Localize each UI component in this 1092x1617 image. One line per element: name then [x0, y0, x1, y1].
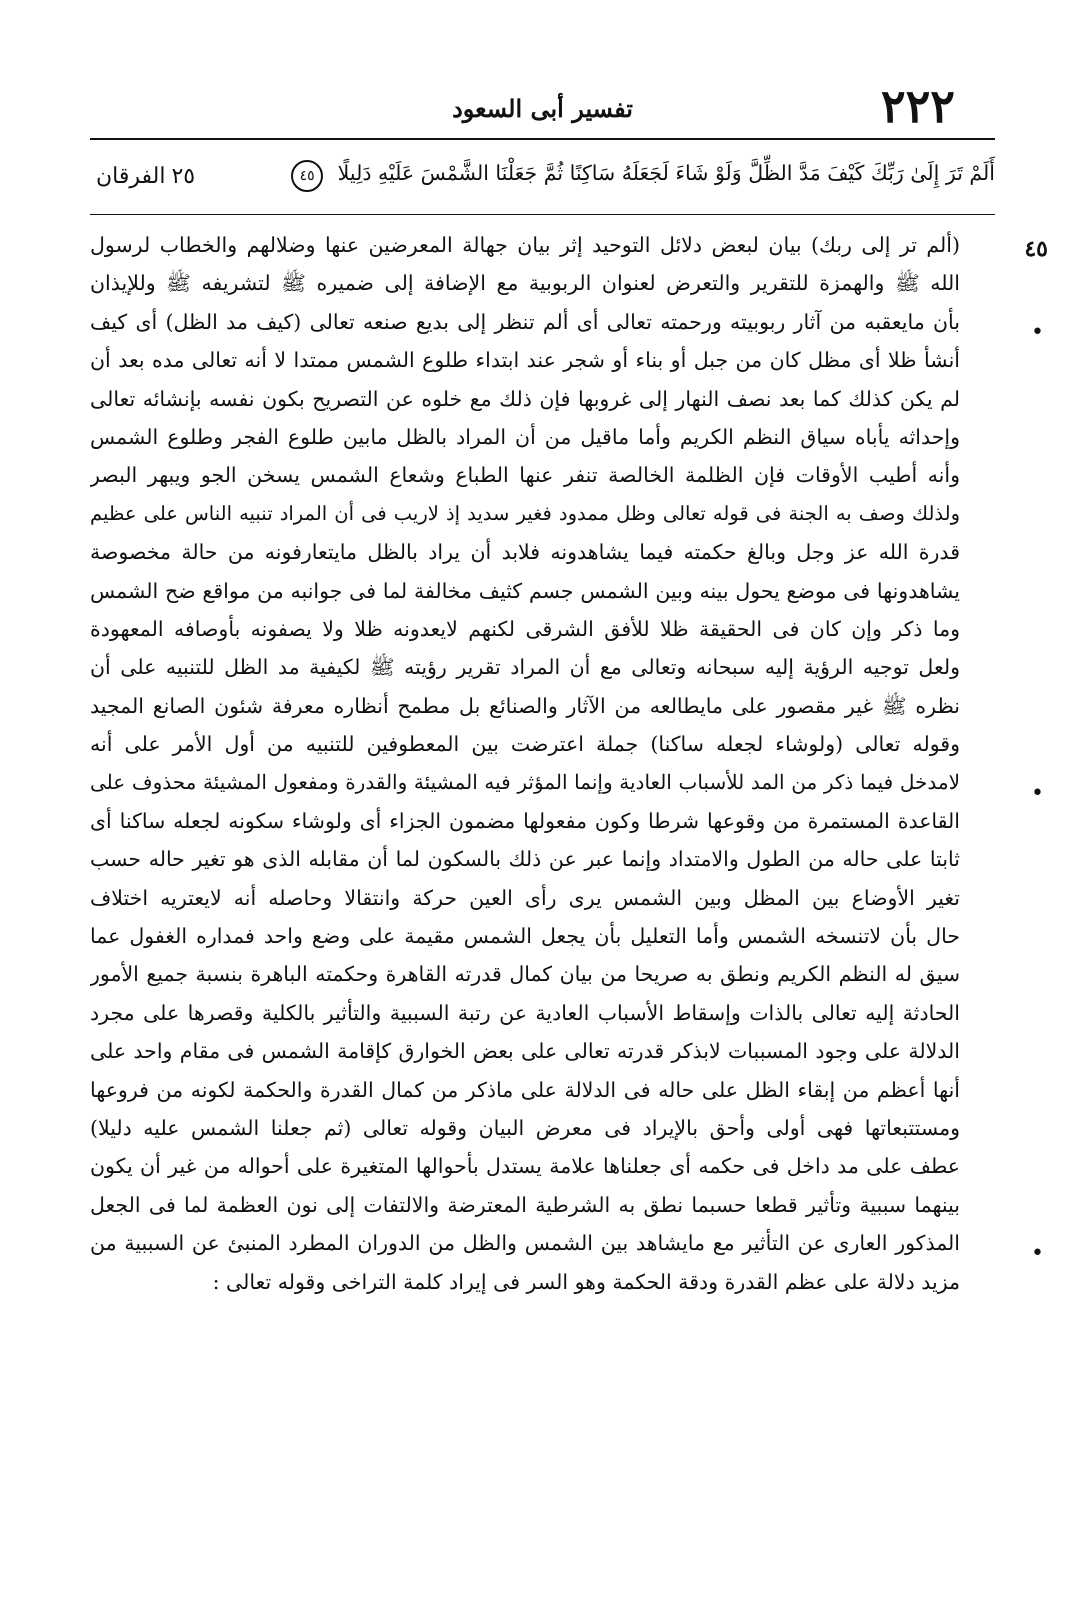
text-line: الحادثة إليه تعالى بالذات وإسقاط الأسباب العادية عن رتبة السببية والتأثير بالكلية وقصرها على مجرد — [90, 1000, 960, 1025]
text-line: أنها أعظم من إبقاء الظل على حاله فى الدلالة على ماذكر من كمال القدرة والحكمة لكونه من فروعها — [90, 1077, 960, 1102]
text-line: قدرة الله عز وجل وبالغ حكمته فيما يشاهدونه فلابد أن يراد بالظل مايتعارفونه من حالة مخصوصة — [90, 540, 960, 565]
text-line: ولعل توجيه الرؤية إليه سبحانه وتعالى مع أن المراد تقرير رؤيته ﷺ لكيفية مد الظل للتنبيه على أن — [90, 655, 960, 680]
quran-verse-line — [90, 146, 995, 206]
text-line: الله ﷺ والهمزة للتقرير والتعرض لعنوان الربوبية مع الإضافة إلى ضميره ﷺ لتشريفه ﷺ وللإيذان — [90, 271, 960, 296]
margin-bullet: • — [1031, 781, 1044, 806]
text-line: يشاهدونها فى موضع يحول بينه وبين الشمس جسم كثيف مخالفة لما فى جوانبه من مواقع ضح الشمس — [90, 578, 960, 603]
text-line: ولذلك وصف به الجنة فى قوله تعالى وظل ممدود فغير سديد إذ لاريب فى أن المراد تنبيه الناس على عظيم — [90, 501, 960, 525]
text-line: عطف على مد داخل فى حكمه أى جعلناها علامة يستدل بأحوالها المتغيرة على أحواله من غير أن يكون — [90, 1154, 960, 1179]
text-line: لامدخل فيما ذكر من المد للأسباب العادية وإنما المؤثر فيه المشيئة والقدرة ومفعول المشيئة محذوف على — [90, 770, 960, 795]
page-number: ٢٢٢ — [880, 79, 955, 133]
surah-number: ٢٥ — [171, 163, 196, 189]
text-line: لم يكن كذلك كما بعد نصف النهار إلى غروبها فإن ذلك مع خلوه عن التصريح بكون نفسه بإنشائه تعالى — [90, 386, 960, 411]
text-line: وإحداثه يأباه سياق النظم الكريم وأما ماقيل من أن المراد بالظل مابين طلوع الفجر وطلوع الشمس — [90, 424, 960, 449]
text-line: ثابتا على حاله من الطول والامتداد وإنما عبر عن ذلك بالسكون لما أن مقابله الذى هو تغير حاله حسب — [90, 847, 960, 872]
margin-bullet: • — [1031, 1241, 1044, 1266]
verse-reference — [90, 164, 195, 189]
verse-text — [283, 160, 995, 192]
text-line: (ألم تر إلى ربك) بيان لبعض دلائل التوحيد إثر بيان جهالة المعرضين عنها وضلالهم والخطاب لرسول — [90, 233, 960, 257]
text-line: مزيد دلالة على عظم القدرة ودقة الحكمة وهو السر فى إيراد كلمة التراخى وقوله تعالى : — [212, 1269, 960, 1294]
text-line: ومستتبعاتها فهى أولى وأحق بالإيراد فى معرض البيان وقوله تعالى (ثم جعلنا الشمس عليه دليلا) — [90, 1115, 960, 1140]
text-line: بينهما سببية وتأثير قطعا حسبما نطق به الشرطية المعترضة والالتفات إلى نون العظمة لما فى الجعل — [90, 1192, 960, 1217]
margin-verse-number: ٤٥ — [1024, 236, 1048, 262]
text-line: سيق له النظم الكريم ونطق به صريحا من بيان كمال قدرته القاهرة وحكمته الباهرة بنسبة جميع الأمور — [90, 962, 960, 987]
text-line: الدلالة على وجود المسببات لابذكر قدرته تعالى على بعض الخوارق كإقامة الشمس فى مقام واحد على — [90, 1039, 960, 1064]
verse-arabic: أَلَمْ تَرَ إِلَىٰ رَبِّكَ كَيْفَ مَدَّ الظِّلَّ وَلَوْ شَاءَ لَجَعَلَهُ سَاكِنًا ثُمَّ جَعَلْنَا الشَّمْسَ عَلَيْهِ دَلِيلًا — [337, 161, 995, 185]
verse-rule — [90, 214, 995, 215]
text-line: وقوله تعالى (ولوشاء لجعله ساكنا) جملة اعترضت بين المعطوفين للتنبيه من أول الأمر على أنه — [90, 732, 960, 757]
text-line: بأن مايعقبه من آثار ربوبيته ورحمته تعالى أى ألم تنظر إلى بديع صنعه تعالى (كيف مد الظل) أى كيف — [90, 309, 960, 334]
text-line: المذكور العارى عن التأثير مع مايشاهد بين الشمس والظل من الدوران المطرد المنبئ عن السببية من — [90, 1231, 960, 1256]
commentary-body — [90, 226, 960, 1301]
text-line: القاعدة المستمرة من وقوعها شرطا وكون مفعولها مضمون الجزاء أى ولوشاء سكونه لجعله ساكنا أى — [90, 808, 960, 833]
running-title: تفسير أبى السعود — [452, 94, 633, 123]
margin-bullet: • — [1031, 320, 1044, 345]
text-line: نظره ﷺ غير مقصور على مايطالعه من الآثار والصنائع بل مطمح أنظاره معرفة شئون الصانع المجيد — [90, 693, 960, 718]
surah-name: الفرقان — [96, 163, 166, 189]
text-line: أنشأ ظلا أى مظل كان من جبل أو بناء أو شجر عند ابتداء طلوع الشمس ممتدا لا أنه تعالى مده بعد أن — [90, 348, 960, 373]
text-line: وما ذكر وإن كان فى الحقيقة ظلا للأفق الشرقى لكنهم لايعدونه ظلا ولا يصفونه بأوصافه المعهودة — [90, 616, 960, 641]
verse-end-marker: ٤٥ — [291, 160, 323, 192]
page-header — [90, 78, 995, 138]
header-rule — [90, 138, 995, 140]
text-line: وأنه أطيب الأوقات فإن الظلمة الخالصة تنفر عنها الطباع وشعاع الشمس يسخن الجو ويبهر البصر — [90, 463, 960, 488]
text-line: حال بأن لاتنسخه الشمس وأما التعليل بأن يجعل الشمس مقيمة على وضع واحد فمداره الغفول عما — [90, 924, 960, 949]
text-line: تغير الأوضاع بين المظل وبين الشمس يرى رأى العين حركة وانتقالا وحاصله أنه لايعتريه اختلاف — [90, 885, 960, 910]
